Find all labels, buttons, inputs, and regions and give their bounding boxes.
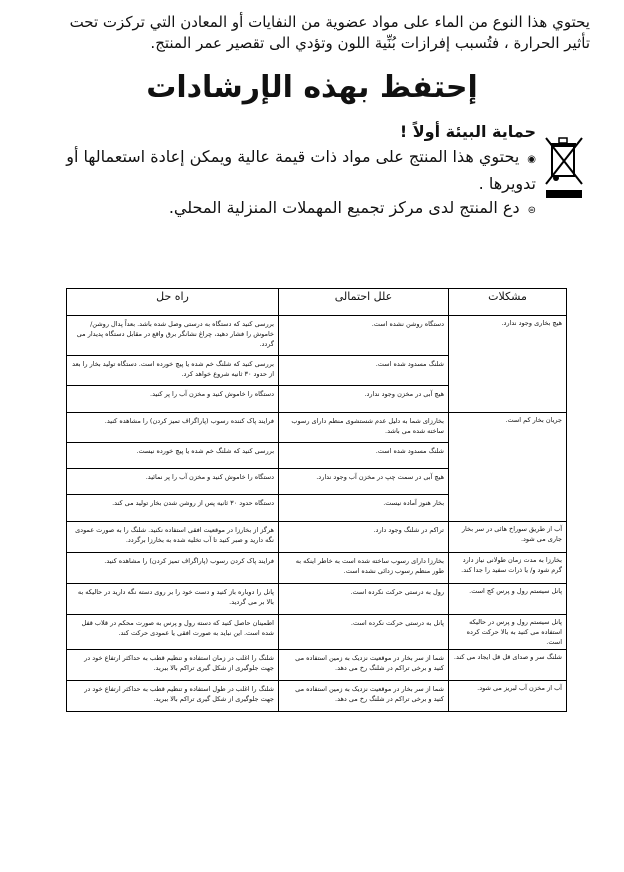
cause-text: دستگاه روشن نشده است. xyxy=(279,316,448,356)
environment-section xyxy=(40,122,536,223)
header-solutions: راه حل xyxy=(67,289,279,316)
solutions-cell xyxy=(67,584,279,615)
cause-text: تراکم در شلنگ وجود دارد. xyxy=(373,526,444,534)
environment-heading: حماية البيئة أولاً ! xyxy=(399,122,536,141)
causes-cell xyxy=(279,316,449,413)
solution-text: اطمینان حاصل کنید که دسته رول و پرس به صورت محکم در قلاب قفل شده است. این نباید به صورت افقی یا عمودی حرکت کند. xyxy=(81,619,274,637)
solutions-cell xyxy=(67,522,279,553)
problem-cell: آب از مخزن آب لبریز می شود. xyxy=(449,681,567,712)
solution-text: دستگاه حدود ۳۰ ثانیه پس از روشن شدن بخار تولید می کند. xyxy=(112,499,274,507)
environment-line1: يحتوي هذا المنتج على مواد ذات قيمة عالية ويمكن إعادة استعمالها أو تدويرها . xyxy=(66,147,536,193)
solution-text: شلنگ را اغلب در زمان استفاده و تنظیم قطب به حداکثر ارتفاع خود در جهت جلوگیری از شکل گیری تراکم بالا ببرید. xyxy=(84,654,274,672)
problem-cell: پانل سیستم رول و پرس کج است. xyxy=(449,584,567,615)
header-causes: علل احتمالی xyxy=(279,289,449,316)
solutions-cell xyxy=(67,681,279,712)
problem-cell: هیچ بخاری وجود ندارد. xyxy=(449,316,567,413)
solution-text: شلنگ را اغلب در طول استفاده و تنظیم قطب به حداکثر ارتفاع خود در جهت جلوگیری از شکل گیری تراکم بالا ببرید. xyxy=(84,685,274,703)
cause-text: شما از سر بخار در موقعیت نزدیک به زمین استفاده می کنید و برخی تراکم در شلنگ رخ می دهد. xyxy=(295,685,444,703)
causes-cell xyxy=(279,522,449,553)
troubleshooting-table xyxy=(66,288,567,712)
problem-cell: شلنگ سر و صدای قل قل ایجاد می کند. xyxy=(449,650,567,681)
problem-cell: بخارزا به مدت زمان طولانی نیاز دارد گرم شود و/ یا ذرات سفید را جدا کند. xyxy=(449,553,567,584)
cause-text: پانل به درستی حرکت نکرده است. xyxy=(350,619,444,627)
table-row xyxy=(67,522,567,553)
crossed-bin-icon xyxy=(544,132,584,202)
page-title: إحتفظ بهذه الإرشادات xyxy=(146,70,478,105)
table-row xyxy=(67,615,567,650)
cause-text: بخارزا دارای رسوب ساخته شده است به خاطر اینکه به طور منظم رسوب زدائی نشده است. xyxy=(295,557,444,575)
table-row xyxy=(67,681,567,712)
causes-cell xyxy=(279,681,449,712)
solution-text: فرایند پاک کردن رسوب (پاراگراف تمیز کردن) را مشاهده کنید. xyxy=(104,557,274,565)
cause-text: بخارزای شما به دلیل عدم شستشوی منظم دارای رسوب ساخته شده می باشد. xyxy=(279,413,448,443)
cause-text: رول به درستی حرکت نکرده است. xyxy=(350,588,444,596)
problem-cell: پانل سیستم رول و پرس در حالیکه استفاده می کنید به بالا حرکت کرده است. xyxy=(449,615,567,650)
solution-text: بررسی کنید که شلنگ خم شده یا پیچ خورده نیست. xyxy=(67,443,278,469)
table-row xyxy=(67,650,567,681)
table-row xyxy=(67,584,567,615)
solution-text: بررسی کنید که دستگاه به درستی وصل شده باشد. بعداً پدال روشن/خاموش را فشار دهید، چراغ نشانگر برق واقع در مقابل دستگاه پدیدار می گردد. xyxy=(67,316,278,356)
causes-cell xyxy=(279,413,449,522)
cause-text: بخار هنوز آماده نیست. xyxy=(383,499,444,507)
solutions-cell xyxy=(67,553,279,584)
problem-cell: آب از طریق سوراخ هائی در سر بخار جاری می شود. xyxy=(449,522,567,553)
bin-bullet-icon: ⊜ xyxy=(527,205,536,216)
environment-line-collect xyxy=(40,196,536,223)
table-row xyxy=(67,316,567,413)
cause-text: هیچ آبی در مخزن وجود ندارد. xyxy=(364,390,444,398)
table-row xyxy=(67,553,567,584)
solutions-cell xyxy=(67,316,279,413)
causes-cell xyxy=(279,615,449,650)
causes-cell xyxy=(279,584,449,615)
cause-text: هیچ آبی در سمت چپ در مخزن آب وجود ندارد. xyxy=(279,469,448,495)
cause-text: شلنگ مسدود شده است. xyxy=(279,443,448,469)
solution-text: دستگاه را خاموش کنید و مخزن آب را پر نمائید. xyxy=(67,469,278,495)
causes-cell xyxy=(279,553,449,584)
solution-text: پانل را دوباره باز کنید و دست خود را بر روی دسته نگه دارید در حالیکه به بالا بر می گردید. xyxy=(77,588,274,606)
header-problems: مشكلات xyxy=(449,289,567,316)
table-row xyxy=(67,413,567,522)
environment-line2: دع المنتج لدى مركز تجميع المهملات المنزلية المحلي. xyxy=(168,198,520,217)
solutions-cell xyxy=(67,413,279,522)
solution-text: هرگز از بخارزا در موقعیت افقی استفاده نکنید. شلنگ را به صورت عمودی نگه دارید و صبر کنید تا آب تخلیه شده به بخارزا برگردد. xyxy=(75,526,274,544)
recycle-bullet-icon: ◉ xyxy=(527,154,536,165)
solution-text: فرایند پاک کننده رسوب (پاراگراف تمیز کردن) را مشاهده کنید. xyxy=(67,413,278,443)
solutions-cell xyxy=(67,615,279,650)
environment-line-recycle xyxy=(40,145,536,196)
causes-cell xyxy=(279,650,449,681)
problem-cell: جریان بخار کم است. xyxy=(449,413,567,522)
solution-text: دستگاه را خاموش کنید و مخزن آب را پر کنید. xyxy=(150,390,274,398)
solution-text: بررسی کنید که شلنگ خم شده یا پیچ خورده است. دستگاه تولید بخار را بعد از حدود ۳۰ ثانیه شروع خواهد کرد. xyxy=(67,356,278,386)
solutions-cell xyxy=(67,650,279,681)
intro-paragraph: يحتوي هذا النوع من الماء على مواد عضوية من النفايات أو المعادن التي تركزت تحت تأثير الحرارة ، فتُسبب إفرازات بُنِّية اللون وتؤدي الى تقصير عمر المنتج. xyxy=(69,13,590,52)
cause-text: شما از سر بخار در موقعیت نزدیک به زمین استفاده می کنید و برخی تراکم در شلنگ رخ می دهد. xyxy=(295,654,444,672)
cause-text: شلنگ مسدود شده است. xyxy=(279,356,448,386)
